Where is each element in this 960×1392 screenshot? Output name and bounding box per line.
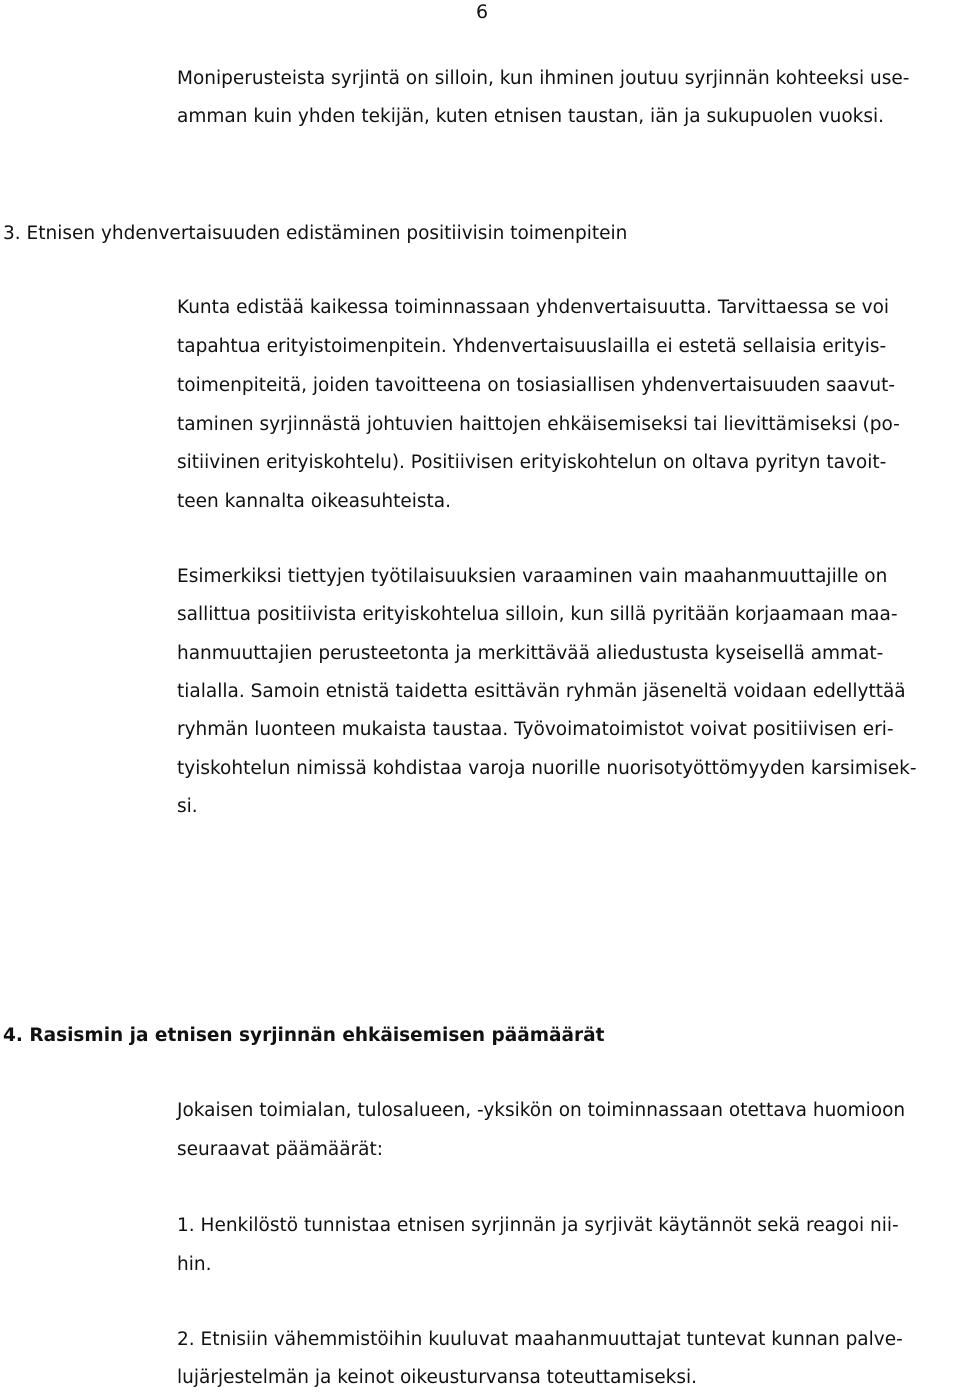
- section-3-paragraph-1-line: tapahtua erityistoimenpitein. Yhdenvertaisuuslailla ei estetä sellaisia erityis-: [177, 336, 887, 357]
- section-3-paragraph-1-line: teen kannalta oikeasuhteista.: [177, 491, 451, 512]
- section-3-paragraph-1-line: taminen syrjinnästä johtuvien haittojen ehkäisemiseksi tai lievittämiseksi (po-: [177, 414, 900, 435]
- section-3-paragraph-2-line: si.: [177, 796, 198, 817]
- section-4-list-item-2-line: lujärjestelmän ja keinot oikeusturvansa toteuttamiseksi.: [177, 1367, 697, 1388]
- section-3-paragraph-2-line: tialalla. Samoin etnistä taidetta esittävän ryhmän jäseneltä voidaan edellyttää: [177, 681, 906, 702]
- section-3-paragraph-2-line: sallittua positiivista erityiskohtelua silloin, kun sillä pyritään korjaamaan maa-: [177, 604, 898, 625]
- section-4-intro-line: Jokaisen toimialan, tulosalueen, -yksikön on toiminnassaan otettava huomioon: [177, 1100, 906, 1121]
- section-4-list-item-2-line: 2. Etnisiin vähemmistöihin kuuluvat maahanmuuttajat tuntevat kunnan palve-: [177, 1329, 903, 1350]
- section-4-list-item-1-line: 1. Henkilöstö tunnistaa etnisen syrjinnän ja syrjivät käytännöt sekä reagoi nii-: [177, 1215, 899, 1236]
- section-3-paragraph-2-line: Esimerkiksi tiettyjen työtilaisuuksien varaaminen vain maahanmuuttajille on: [177, 566, 888, 587]
- section-3-paragraph-1-line: sitiivinen erityiskohtelu). Positiivisen erityiskohtelun on oltava pyrityn tavoit-: [177, 452, 887, 473]
- section-3-paragraph-2-line: tyiskohtelun nimissä kohdistaa varoja nuorille nuorisotyöttömyyden karsimisek-: [177, 758, 917, 779]
- section-3-paragraph-2-line: ryhmän luonteen mukaista taustaa. Työvoimatoimistot voivat positiivisen eri-: [177, 719, 894, 740]
- section-3-paragraph-1-line: Kunta edistää kaikessa toiminnassaan yhdenvertaisuutta. Tarvittaessa se voi: [177, 297, 890, 318]
- section-4-intro-line: seuraavat päämäärät:: [177, 1139, 383, 1160]
- intro-line: Moniperusteista syrjintä on silloin, kun ihminen joutuu syrjinnän kohteeksi use-: [177, 68, 910, 89]
- intro-line: amman kuin yhden tekijän, kuten etnisen taustan, iän ja sukupuolen vuoksi.: [177, 106, 885, 127]
- section-3-paragraph-2-line: hanmuuttajien perusteetonta ja merkittävää aliedustusta kyseisellä ammat-: [177, 643, 884, 664]
- page-number: 6: [475, 1, 489, 23]
- section-3-heading: 3. Etnisen yhdenvertaisuuden edistäminen positiivisin toimenpitein: [3, 223, 628, 244]
- section-4-heading: 4. Rasismin ja etnisen syrjinnän ehkäisemisen päämäärät: [3, 1025, 605, 1046]
- section-4-list-item-1-line: hin.: [177, 1254, 212, 1275]
- section-3-paragraph-1-line: toimenpiteitä, joiden tavoitteena on tosiasiallisen yhdenvertaisuuden saavut-: [177, 375, 896, 396]
